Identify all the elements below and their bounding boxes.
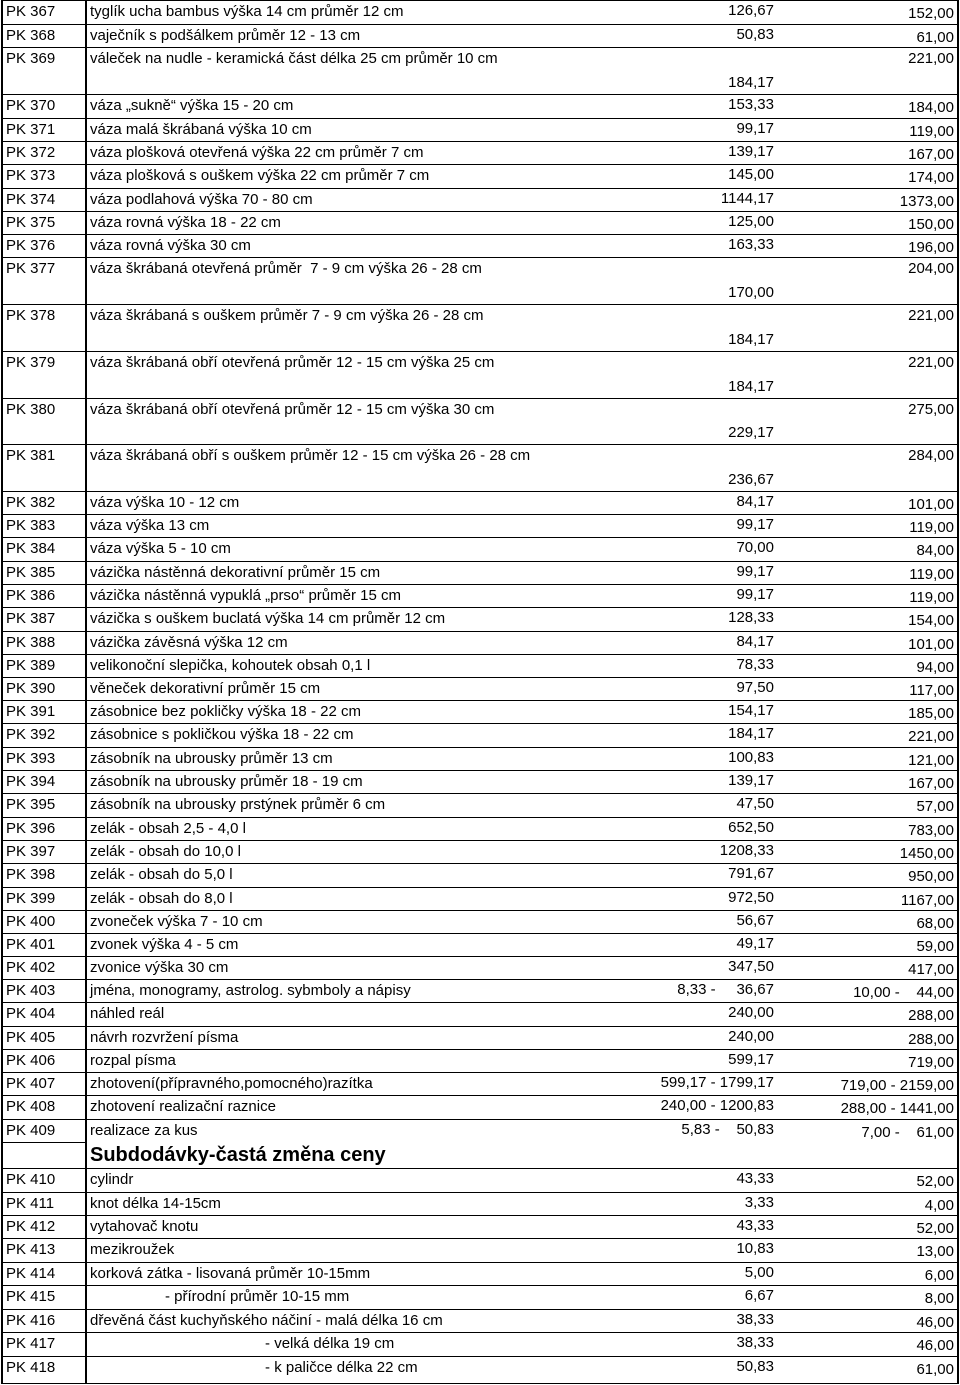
section-heading: Subdodávky-častá změna ceny: [90, 1144, 386, 1166]
price-with-vat: 284,00: [908, 447, 954, 464]
table-row: [0, 770, 960, 793]
item-code: PK 401: [6, 936, 56, 953]
item-description: zelák - obsah do 8,0 l: [90, 890, 233, 907]
item-description: korková zátka - lisovaná průměr 10-15mm: [90, 1265, 371, 1282]
table-row: [0, 1168, 960, 1192]
item-description: zhotovení(přípravného,pomocného)razítka: [90, 1075, 373, 1092]
item-description: rozpal písma: [90, 1052, 176, 1069]
table-row: [0, 887, 960, 910]
item-description: váza podlahová výška 70 - 80 cm: [90, 191, 313, 208]
item-code: PK 392: [6, 726, 56, 743]
table-row: [0, 164, 960, 188]
price-without-vat: 100,83: [728, 749, 774, 766]
item-description: váza rovná výška 18 - 22 cm: [90, 214, 281, 231]
table-row: [0, 584, 960, 607]
item-code: PK 399: [6, 890, 56, 907]
table-row: [0, 351, 960, 398]
table-row: [0, 654, 960, 677]
price-with-vat: 1450,00: [899, 845, 954, 862]
item-description: zelák - obsah do 5,0 l: [90, 866, 233, 883]
price-without-vat: 126,67: [728, 2, 774, 19]
price-with-vat: 8,00: [924, 1290, 954, 1307]
price-with-vat: 119,00: [909, 566, 954, 583]
table-row: [0, 444, 960, 491]
price-with-vat: 101,00: [908, 636, 954, 653]
price-without-vat: 163,33: [728, 236, 774, 253]
item-description: vytahovač knotu: [90, 1218, 199, 1235]
price-without-vat: 5,00: [744, 1264, 774, 1281]
item-code: PK 416: [6, 1312, 56, 1329]
item-description: váza škrábaná s ouškem průměr 7 - 9 cm výška 26 - 28 cm: [90, 307, 484, 324]
item-code: PK 413: [6, 1241, 56, 1258]
item-code: PK 390: [6, 680, 56, 697]
table-row: [0, 723, 960, 747]
item-description: váza „sukně“ výška 15 - 20 cm: [90, 97, 294, 114]
table-row: [0, 1262, 960, 1285]
price-with-vat: 94,00: [916, 659, 954, 676]
item-code: PK 376: [6, 237, 56, 254]
price-without-vat: 184,17: [728, 725, 774, 742]
item-description: váza plošková s ouškem výška 22 cm průměr 7 cm: [90, 167, 430, 184]
item-description: knot délka 14-15cm: [90, 1195, 221, 1212]
price-without-vat: 170,00: [728, 284, 774, 301]
item-code: PK 409: [6, 1122, 56, 1139]
price-with-vat: 221,00: [908, 728, 954, 745]
item-code: PK 406: [6, 1052, 56, 1069]
price-without-vat: 139,17: [728, 772, 774, 789]
item-code: PK 393: [6, 750, 56, 767]
item-code: PK 367: [6, 3, 56, 20]
price-with-vat: 84,00: [916, 542, 954, 559]
item-description: zelák - obsah do 10,0 l: [90, 843, 241, 860]
table-row: [0, 979, 960, 1002]
price-with-vat: 119,00: [909, 123, 954, 140]
table-row: [0, 398, 960, 444]
item-code: PK 394: [6, 773, 56, 790]
item-description: zvoneček výška 7 - 10 cm: [90, 913, 263, 930]
price-without-vat: 3,33: [744, 1194, 774, 1211]
table-row: [0, 47, 960, 94]
table-row: [0, 94, 960, 118]
item-code: PK 388: [6, 634, 56, 651]
price-with-vat: 4,00: [924, 1197, 954, 1214]
price-without-vat: 84,17: [736, 633, 774, 650]
price-without-vat: 184,17: [728, 378, 774, 395]
item-code: PK 396: [6, 820, 56, 837]
item-code: PK 405: [6, 1029, 56, 1046]
price-with-vat: 174,00: [908, 169, 954, 186]
price-with-vat: 119,00: [909, 589, 954, 606]
table-row: [0, 1356, 960, 1383]
item-code: PK 383: [6, 517, 56, 534]
price-with-vat: 288,00: [908, 1007, 954, 1024]
table-row: [0, 304, 960, 351]
item-description: mezikroužek: [90, 1241, 175, 1258]
table-row: [0, 747, 960, 770]
price-with-vat: 221,00: [908, 354, 954, 371]
item-code: PK 408: [6, 1098, 56, 1115]
price-with-vat: 46,00: [916, 1337, 954, 1354]
price-with-vat: 221,00: [908, 50, 954, 67]
table-row: [0, 1002, 960, 1026]
item-code: PK 397: [6, 843, 56, 860]
price-with-vat: 184,00: [908, 99, 954, 116]
item-code: PK 372: [6, 144, 56, 161]
item-code: PK 377: [6, 260, 56, 277]
item-code: PK 402: [6, 959, 56, 976]
price-with-vat: 950,00: [908, 868, 954, 885]
table-row: [0, 863, 960, 887]
item-code: PK 418: [6, 1359, 56, 1376]
item-code: PK 387: [6, 610, 56, 627]
item-code: PK 410: [6, 1171, 56, 1188]
item-description: cylindr: [90, 1171, 134, 1188]
table-row: [0, 933, 960, 956]
table-row: [0, 211, 960, 234]
price-without-vat: 229,17: [728, 424, 774, 441]
item-code: PK 415: [6, 1288, 56, 1305]
price-without-vat: 99,17: [736, 586, 774, 603]
item-code: PK 371: [6, 121, 56, 138]
price-with-vat: 288,00: [908, 1031, 954, 1048]
item-description: velikonoční slepička, kohoutek obsah 0,1 l: [90, 657, 371, 674]
item-code: PK 414: [6, 1265, 56, 1282]
price-without-vat: 184,17: [728, 74, 774, 91]
table-row: [0, 631, 960, 654]
item-code: PK 411: [6, 1195, 55, 1212]
price-without-vat: 99,17: [736, 563, 774, 580]
price-without-vat: 43,33: [736, 1217, 774, 1234]
item-code: PK 368: [6, 27, 56, 44]
price-without-vat: 84,17: [736, 493, 774, 510]
item-code: PK 395: [6, 796, 56, 813]
item-description: vázička nástěnná vypuklá „prso“ průměr 15 cm: [90, 587, 401, 604]
item-code: PK 386: [6, 587, 56, 604]
table-row: [0, 956, 960, 979]
table-row: [0, 1215, 960, 1238]
row-rule: [2, 1383, 958, 1384]
item-description: váza škrábaná otevřená průměr 7 - 9 cm výška 26 - 28 cm: [90, 260, 482, 277]
price-without-vat: 240,00: [728, 1004, 774, 1021]
price-without-vat: 184,17: [728, 331, 774, 348]
price-with-vat: 417,00: [908, 961, 954, 978]
item-description: - přírodní průměr 10-15 mm: [90, 1288, 350, 1305]
item-code: PK 400: [6, 913, 56, 930]
price-with-vat: 719,00 - 2159,00: [840, 1077, 954, 1094]
table-row: [0, 24, 960, 47]
price-without-vat: 50,83: [736, 1358, 774, 1375]
price-without-vat: 99,17: [736, 120, 774, 137]
price-without-vat: 347,50: [728, 958, 774, 975]
item-description: váza malá škrábaná výška 10 cm: [90, 121, 312, 138]
item-description: zásobník na ubrousky prstýnek průměr 6 cm: [90, 796, 386, 813]
price-without-vat: 128,33: [728, 609, 774, 626]
item-description: váza výška 5 - 10 cm: [90, 540, 231, 557]
price-with-vat: 154,00: [908, 612, 954, 629]
item-code: PK 385: [6, 564, 56, 581]
table-row: [0, 910, 960, 933]
price-without-vat: 1208,33: [719, 842, 774, 859]
price-without-vat: 1144,17: [720, 190, 774, 207]
item-code: PK 375: [6, 214, 56, 231]
table-row: [0, 1095, 960, 1119]
item-description: zhotovení realizační raznice: [90, 1098, 276, 1115]
price-with-vat: 119,00: [909, 519, 954, 536]
item-code: PK 389: [6, 657, 56, 674]
price-with-vat: 101,00: [908, 496, 954, 513]
item-code: PK 369: [6, 50, 56, 67]
table-row: [0, 1049, 960, 1072]
table-row: [0, 1142, 960, 1168]
price-without-vat: 38,33: [736, 1311, 774, 1328]
table-row: [0, 537, 960, 561]
price-without-vat: 49,17: [736, 935, 774, 952]
price-with-vat: 150,00: [908, 216, 954, 233]
price-with-vat: 1167,00: [900, 892, 954, 909]
price-without-vat: 236,67: [728, 471, 774, 488]
price-without-vat: 139,17: [728, 143, 774, 160]
item-description: váza plošková otevřená výška 22 cm průměr 7 cm: [90, 144, 424, 161]
table-row: [0, 1192, 960, 1215]
price-with-vat: 117,00: [909, 682, 954, 699]
table-row: [0, 817, 960, 840]
price-without-vat: 8,33 - 36,67: [677, 981, 774, 998]
item-code: PK 417: [6, 1335, 56, 1352]
table-row: [0, 1026, 960, 1049]
item-description: váza škrábaná obří otevřená průměr 12 - 15 cm výška 30 cm: [90, 401, 495, 418]
item-description: zásobník na ubrousky průměr 18 - 19 cm: [90, 773, 363, 790]
item-description: návrh rozvržení písma: [90, 1029, 239, 1046]
item-description: vázička nástěnná dekorativní průměr 15 cm: [90, 564, 381, 581]
price-without-vat: 972,50: [728, 889, 774, 906]
item-code: PK 412: [6, 1218, 56, 1235]
item-description: realizace za kus: [90, 1122, 198, 1139]
table-row: [0, 607, 960, 631]
price-with-vat: 68,00: [916, 915, 954, 932]
item-description: jména, monogramy, astrolog. sybmboly a nápisy: [90, 982, 411, 999]
price-with-vat: 185,00: [908, 705, 954, 722]
price-with-vat: 59,00: [916, 938, 954, 955]
price-without-vat: 6,67: [744, 1287, 774, 1304]
item-description: zvonice výška 30 cm: [90, 959, 229, 976]
item-code: PK 398: [6, 866, 56, 883]
table-row: [0, 1332, 960, 1356]
price-with-vat: 121,00: [908, 752, 954, 769]
price-with-vat: 52,00: [916, 1173, 954, 1190]
price-without-vat: 70,00: [736, 539, 774, 556]
price-with-vat: 6,00: [924, 1267, 954, 1284]
price-without-vat: 97,50: [736, 679, 774, 696]
item-description: zásobník na ubrousky průměr 13 cm: [90, 750, 333, 767]
item-description: - velká délka 19 cm: [90, 1335, 395, 1352]
item-description: dřevěná část kuchyňského náčiní - malá délka 16 cm: [90, 1312, 443, 1329]
price-without-vat: 38,33: [736, 1334, 774, 1351]
price-with-vat: 167,00: [908, 146, 954, 163]
item-description: váza výška 13 cm: [90, 517, 210, 534]
item-description: náhled reál: [90, 1005, 165, 1022]
item-code: PK 380: [6, 401, 56, 418]
item-description: tyglík ucha bambus výška 14 cm průměr 12 cm: [90, 3, 404, 20]
price-without-vat: 50,83: [736, 26, 774, 43]
item-description: zásobnice s pokličkou výška 18 - 22 cm: [90, 726, 354, 743]
table-row: [0, 234, 960, 257]
item-code: PK 378: [6, 307, 56, 324]
price-without-vat: 240,00 - 1200,83: [660, 1097, 774, 1114]
item-description: váza výška 10 - 12 cm: [90, 494, 240, 511]
table-row: [0, 1238, 960, 1262]
item-code: PK 381: [6, 447, 56, 464]
item-description: váza škrábaná obří s ouškem průměr 12 - 15 cm výška 26 - 28 cm: [90, 447, 531, 464]
table-row: [0, 257, 960, 304]
table-row: [0, 118, 960, 141]
item-code: PK 382: [6, 494, 56, 511]
price-without-vat: 47,50: [736, 795, 774, 812]
price-without-vat: 56,67: [736, 912, 774, 929]
item-code: PK 374: [6, 191, 56, 208]
item-code: PK 407: [6, 1075, 56, 1092]
price-with-vat: 196,00: [908, 239, 954, 256]
price-without-vat: 599,17: [728, 1051, 774, 1068]
price-with-vat: 167,00: [908, 775, 954, 792]
price-with-vat: 1373,00: [899, 193, 954, 210]
price-with-vat: 61,00: [916, 29, 954, 46]
price-with-vat: 288,00 - 1441,00: [840, 1100, 954, 1117]
price-without-vat: 154,17: [728, 702, 774, 719]
item-description: vaječník s podšálkem průměr 12 - 13 cm: [90, 27, 361, 44]
item-code: PK 403: [6, 982, 56, 999]
price-with-vat: 152,00: [908, 5, 954, 22]
item-description: váleček na nudle - keramická část délka 25 cm průměr 10 cm: [90, 50, 498, 67]
item-description: vázička závěsná výška 12 cm: [90, 634, 288, 651]
item-code: PK 379: [6, 354, 56, 371]
price-with-vat: 275,00: [908, 401, 954, 418]
price-without-vat: 78,33: [736, 656, 774, 673]
table-row: [0, 141, 960, 164]
item-description: zvonek výška 4 - 5 cm: [90, 936, 239, 953]
item-code: PK 391: [6, 703, 56, 720]
table-row: [0, 491, 960, 514]
price-with-vat: 46,00: [916, 1314, 954, 1331]
price-without-vat: 145,00: [728, 166, 774, 183]
price-with-vat: 783,00: [908, 822, 954, 839]
price-without-vat: 99,17: [736, 516, 774, 533]
price-with-vat: 57,00: [916, 798, 954, 815]
price-with-vat: 52,00: [916, 1220, 954, 1237]
table-row: [0, 840, 960, 863]
table-row: [0, 793, 960, 817]
table-row: [0, 700, 960, 723]
item-description: vázička s ouškem buclatá výška 14 cm průměr 12 cm: [90, 610, 446, 627]
item-code: PK 404: [6, 1005, 56, 1022]
table-row: [0, 677, 960, 700]
price-without-vat: 43,33: [736, 1170, 774, 1187]
price-without-vat: 791,67: [728, 865, 774, 882]
item-description: zelák - obsah 2,5 - 4,0 l: [90, 820, 246, 837]
price-without-vat: 5,83 - 50,83: [681, 1121, 774, 1138]
item-description: váza rovná výška 30 cm: [90, 237, 251, 254]
table-row: [0, 188, 960, 211]
price-without-vat: 240,00: [728, 1028, 774, 1045]
item-description: věneček dekorativní průměr 15 cm: [90, 680, 321, 697]
item-description: zásobnice bez pokličky výška 18 - 22 cm: [90, 703, 361, 720]
price-with-vat: 13,00: [916, 1243, 954, 1260]
item-description: - k paličce délka 22 cm: [90, 1359, 418, 1376]
price-without-vat: 599,17 - 1799,17: [660, 1074, 774, 1091]
table-row: [0, 1309, 960, 1332]
price-with-vat: 10,00 - 44,00: [853, 984, 954, 1001]
table-row: [0, 0, 960, 24]
price-with-vat: 221,00: [908, 307, 954, 324]
item-description: váza škrábaná obří otevřená průměr 12 - 15 cm výška 25 cm: [90, 354, 495, 371]
price-with-vat: 7,00 - 61,00: [861, 1124, 954, 1141]
price-with-vat: 719,00: [908, 1054, 954, 1071]
table-row: [0, 1072, 960, 1095]
price-without-vat: 652,50: [728, 819, 774, 836]
item-code: PK 384: [6, 540, 56, 557]
price-without-vat: 10,83: [736, 1240, 774, 1257]
price-with-vat: 204,00: [908, 260, 954, 277]
item-code: PK 370: [6, 97, 56, 114]
table-row: [0, 514, 960, 537]
price-without-vat: 125,00: [728, 213, 774, 230]
price-without-vat: 153,33: [728, 96, 774, 113]
table-row: [0, 1285, 960, 1309]
table-row: [0, 561, 960, 584]
price-with-vat: 61,00: [916, 1361, 954, 1378]
item-code: PK 373: [6, 167, 56, 184]
table-row: [0, 1119, 960, 1142]
